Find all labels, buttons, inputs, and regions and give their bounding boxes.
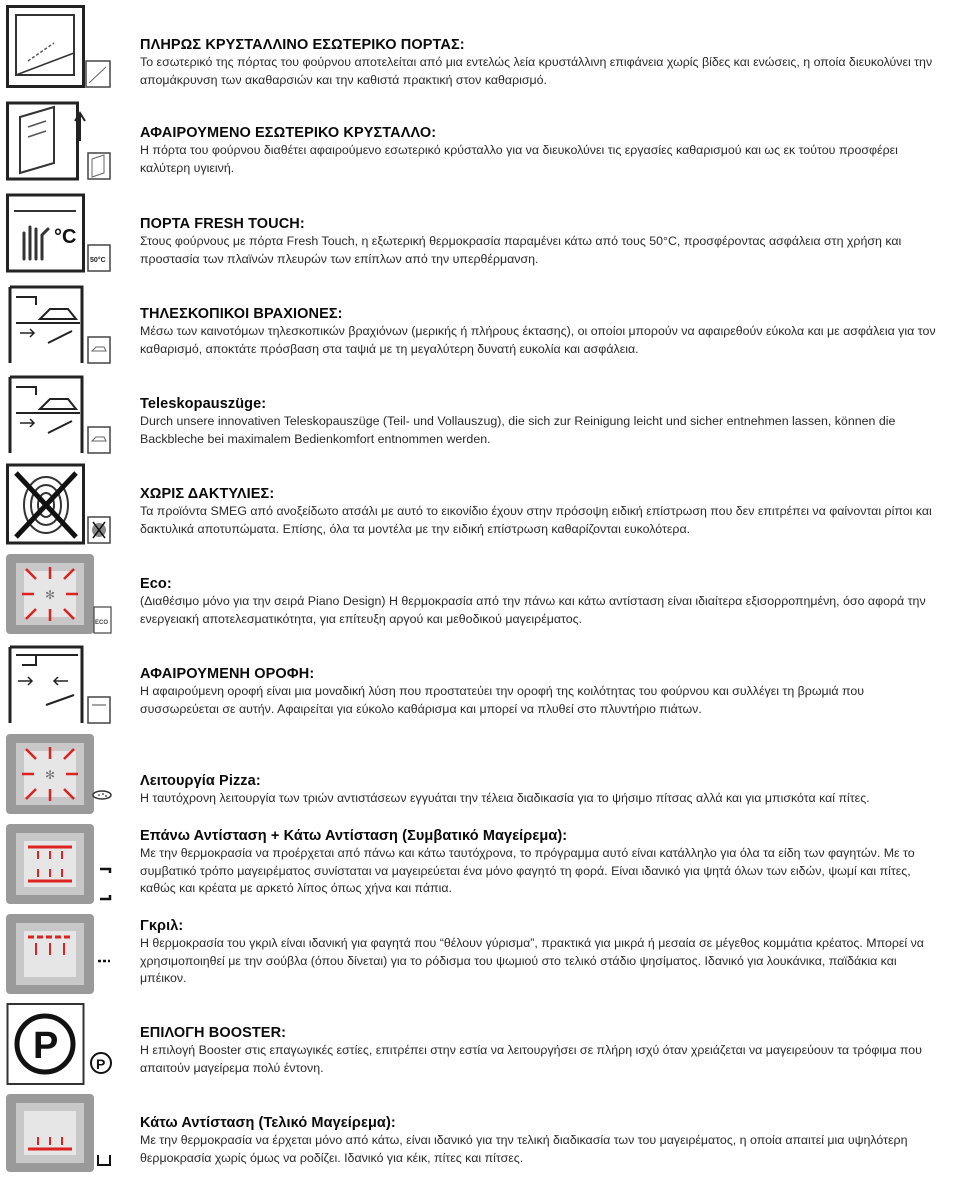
feature-booster (0, 998, 960, 1088)
feature-title: Λειτουργία Pizza: (140, 773, 261, 789)
feature-eco (0, 548, 960, 638)
svg-text:✻: ✻ (45, 768, 56, 782)
feature-fresh-touch (0, 186, 960, 276)
feature-description: Τα προϊόντα SMEG από ανοξείδωτο ατσάλι με αυτό το εικονίδιο έχουν στην πρόσοψη ειδική επίστρωση που δεν επιτρέπει να φαίνονται ρίποι και δακτυλικά αποτυπώματα. Επίσης, όλα τα μοντέλα με την ειδική επίστρωση καθαρίζονται ευκολότερα. (140, 504, 932, 536)
feature-description: Η θερμοκρασία του γκριλ είναι ιδανική για φαγητά που “θέλουν γύρισμα”, πρακτικά για μικρά ή μεσαία σε μέγεθος κομμάτια κρέατος. Μπορεί να χρησιμοποιηθεί με την σούβλα (όπου δίνεται) για το ρόδισμα του ψωμιού στο τελικό στάδιο ψησίματος. Ιδανικό για λουκάνικα, παϊδάκια και μπέικον. (140, 936, 924, 985)
feature-title: Επάνω Αντίσταση + Κάτω Αντίσταση (Συμβατικό Μαγείρεμα): (140, 828, 568, 844)
feature-title: ΑΦΑΙΡΟΥΜΕΝΟ ΕΣΩΤΕΡΙΚΟ ΚΡΥΣΤΑΛΛΟ: (140, 125, 437, 141)
feature-title: Teleskopauszüge: (140, 396, 267, 412)
booster-icon (6, 1001, 112, 1086)
telescopic-rails-icon (6, 281, 112, 366)
feature-description: Στους φούρνους με πόρτα Fresh Touch, η εξωτερική θερμοκρασία παραμένει κάτω από τους 50°C, προσφέροντας ασφάλεια στη χρήση και προστασία των πλαϊνών πλευρών των επίπλων από την υπερθέρμανση. (140, 234, 902, 266)
svg-text:P: P (96, 1056, 106, 1072)
feature-title: ΑΦΑΙΡΟΥΜΕΝΗ ΟΡΟΦΗ: (140, 666, 315, 682)
feature-teleskopauszuege (0, 368, 960, 458)
feature-title: ΤΗΛΕΣΚΟΠΙΚΟΙ ΒΡΑΧΙΟΝΕΣ: (140, 306, 343, 322)
fresh-touch-icon (6, 189, 112, 274)
feature-pizza (0, 728, 960, 818)
feature-title: Κάτω Αντίσταση (Τελικό Μαγείρεμα): (140, 1115, 396, 1131)
feature-grill (0, 908, 960, 998)
svg-text:P: P (33, 1025, 59, 1067)
pizza-mode-icon (6, 731, 112, 816)
feature-telescopic-rails (0, 278, 960, 368)
svg-text:°C: °C (54, 226, 77, 248)
top-bottom-heat-icon (6, 821, 112, 906)
feature-removable-glass (0, 94, 960, 184)
feature-description: Η αφαιρούμενη οροφή είναι μια μοναδική λύση που προστατεύει την οροφή της κοιλότητας του φούρνου και συλλέγει τη βρωμιά που συσσωρεύεται σε αυτήν. Αφαιρείται για εύκολο καθάρισμα και μπορεί να πλυθεί στο πλυντήριο πιάτων. (140, 684, 865, 716)
feature-description: Με την θερμοκρασία να προέρχεται από πάνω και κάτω ταυτόχρονα, το πρόγραμμα αυτό είναι κατάλληλο για όλα τα είδη των φαγητών. Με το συμβατικό τρόπο μαγειρέματος συνίσταται να μαγειρεύεται ένα μόνο φαγητό τη φορά. Είναι ιδανικό για ψητά όλων των ειδών, ψωμί και πίτες, καθώς και κρέατα με αρκετό λίπος όπως χήνα και πάπια. (140, 846, 915, 895)
svg-text:ECO: ECO (95, 620, 109, 626)
feature-no-fingerprints (0, 458, 960, 548)
eco-mode-icon (6, 551, 112, 636)
removable-roof-icon (6, 641, 112, 726)
feature-removable-roof (0, 638, 960, 728)
telescopic-rails-icon (6, 371, 112, 456)
feature-description: Με την θερμοκρασία να έρχεται μόνο από κάτω, είναι ιδανικό για την τελική διαδικασία των του μαγειρέματος, η οποία απαιτεί μια υψηλότερη θερμοκρασία χωρίς όμως να ροδίζει. Ιδανικό για κέικ, πίτες και πίτσες. (140, 1133, 908, 1165)
feature-title: ΠΛΗΡΩΣ ΚΡΥΣΤΑΛΛΙΝΟ ΕΣΩΤΕΡΙΚΟ ΠΟΡΤΑΣ: (140, 37, 465, 53)
feature-glass-door (0, 2, 960, 92)
feature-description: Μέσω των καινοτόμων τηλεσκοπικών βραχιόνων (μερικής ή πλήρους έκτασης), οι οποίοι μπορούν να αφαιρεθούν εύκολα και με ασφάλεια για τον καθαρισμό, αποκτάτε πρόσβαση στα ταψιά με τη μεγαλύτερη δυνατή ευκολία και ασφάλεια. (140, 324, 936, 356)
feature-description: (Διαθέσιμο μόνο για την σειρά Piano Design) Η θερμοκρασία από την πάνω και κάτω αντίσταση είναι ιδιαίτερα εξισορροπημένη, όσο αφορά την ενεργειακή αποτελεσματικότητα, για επίτευξη αργού και μεθοδικού μαγειρέματος. (140, 594, 926, 626)
feature-description: Η επιλογή Booster στις επαγωγικές εστίες, επιτρέπει στην εστία να λειτουργήσει σε πλήρη ισχύ όταν χρειάζεται να μαγειρεύουν τα τρόφιμα που απαιτούν μαγείρεμα πολύ έντονη. (140, 1043, 922, 1075)
feature-top-bottom-heat (0, 818, 960, 908)
feature-title: ΧΩΡΙΣ ΔΑΚΤΥΛΙΕΣ: (140, 486, 275, 502)
feature-bottom-heat (0, 1088, 960, 1178)
feature-title: ΠΟΡΤΑ FRESH TOUCH: (140, 216, 305, 232)
grill-icon (6, 911, 112, 996)
feature-description: Η πόρτα του φούρνου διαθέτει αφαιρούμενο εσωτερικό κρύσταλλο για να διευκολύνει τις εργασίες καθαρισμού και ως εκ τούτου προσφέρει καλύτερη υγιεινή. (140, 143, 898, 175)
svg-text:✻: ✻ (45, 588, 56, 602)
no-fingerprint-icon (6, 461, 112, 546)
bottom-heat-icon (6, 1091, 112, 1176)
feature-description: Η ταυτόχρονη λειτουργία των τριών αντιστάσεων εγγυάται την τέλεια διαδικασία για το ψήσιμο πίτσας αλλά και για μπισκότα καί πίτες. (140, 791, 870, 805)
glass-door-icon (6, 5, 112, 90)
feature-title: Γκριλ: (140, 918, 184, 934)
removable-glass-icon (6, 97, 112, 182)
feature-description: Durch unsere innovativen Teleskopauszüge (Teil- und Vollauszug), die sich zur Reinigung leicht und sicher entnehmen lassen, können die Backbleche bei maximalem Bedienkomfort entnommen werden. (140, 414, 896, 446)
feature-title: Eco: (140, 576, 172, 592)
svg-text:50°C: 50°C (90, 257, 106, 264)
feature-description: Το εσωτερικό της πόρτας του φούρνου αποτελείται από μια εντελώς λεία κρυστάλλινη επιφάνεια χωρίς βίδες και ενώσεις, η οποία διευκολύνει την απομάκρυνση των ακαθαρσιών και την καθιστά πρακτική στον καθαρισμό. (140, 55, 933, 87)
feature-title: ΕΠΙΛΟΓΗ BOOSTER: (140, 1025, 287, 1041)
